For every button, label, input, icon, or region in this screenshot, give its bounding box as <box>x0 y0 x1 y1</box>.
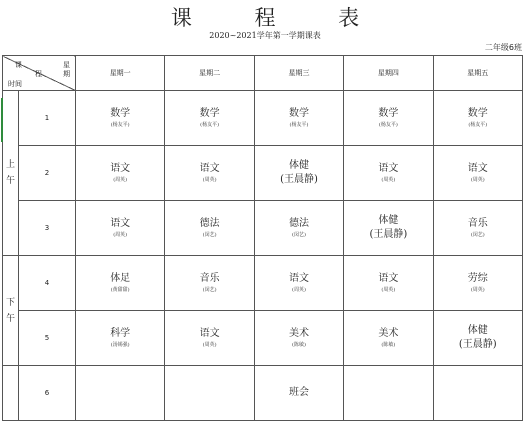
day-header: 星期四 <box>344 56 433 91</box>
teacher-name: (闵艺) <box>292 232 306 238</box>
schedule-cell <box>254 91 343 146</box>
period-number: 3 <box>19 201 76 256</box>
schedule-cell <box>254 146 343 201</box>
afternoon-label: 下 午 <box>3 256 19 366</box>
subject-name: 美术 <box>288 328 309 339</box>
period-number: 5 <box>19 311 76 366</box>
schedule-cell <box>76 256 165 311</box>
period-row <box>3 201 523 256</box>
subject-name: 数学 <box>467 108 488 119</box>
schedule-cell <box>344 91 433 146</box>
left-accent-bar <box>1 98 3 142</box>
teacher-name: (周英) <box>381 177 396 183</box>
teacher-name: (黄甜甜) <box>110 287 130 293</box>
schedule-cell <box>165 311 254 366</box>
teacher-name: (杨友平) <box>200 122 220 128</box>
corner-label-cheng: 程 <box>35 70 42 78</box>
teacher-name: (周英) <box>470 287 485 293</box>
schedule-cell <box>254 311 343 366</box>
subject-name: 音乐 <box>467 218 488 229</box>
subject-name: 劳综 <box>467 273 488 284</box>
schedule-cell <box>344 146 433 201</box>
header-row <box>3 56 523 91</box>
schedule-cell <box>344 311 433 366</box>
subject-name: 语文 <box>110 218 131 229</box>
schedule-cell <box>344 201 433 256</box>
corner-label-qi: 期 <box>63 70 70 78</box>
schedule-cell <box>76 91 165 146</box>
teacher-name: (周英) <box>113 232 128 238</box>
page-title: 课 程 表 <box>170 6 388 30</box>
schedule-cell <box>76 201 165 256</box>
teacher-name: (周英) <box>292 287 306 293</box>
teacher-name: (杨友平) <box>110 122 130 128</box>
corner-label-xing: 星 <box>63 61 70 69</box>
schedule-cell <box>165 201 254 256</box>
schedule-table <box>2 55 523 421</box>
subject-name: 科学 <box>110 328 131 339</box>
teacher-name: (闵艺) <box>470 232 485 238</box>
teacher-name: (杨友平) <box>378 122 398 128</box>
period-row <box>3 256 523 311</box>
corner-header-cell <box>3 56 76 91</box>
schedule-cell <box>344 256 433 311</box>
subject-name: 德法 <box>288 218 309 229</box>
teacher-name: (闵艺) <box>202 287 217 293</box>
period-row <box>3 311 523 366</box>
teacher-name: (周英) <box>381 287 396 293</box>
subject-name: 美术 <box>378 328 399 339</box>
schedule-cell <box>433 366 522 421</box>
period-number: 4 <box>19 256 76 311</box>
subject-name: 数学 <box>110 108 131 119</box>
schedule-cell <box>254 256 343 311</box>
schedule-cell <box>433 311 522 366</box>
subject-name: 语文 <box>378 273 399 284</box>
teacher-name: (周英) <box>470 177 485 183</box>
day-header: 星期二 <box>165 56 254 91</box>
blank-half-cell <box>3 366 19 421</box>
teacher-name: (陈敏) <box>381 342 396 348</box>
subject-name: 体健 <box>288 160 309 171</box>
schedule-cell <box>433 146 522 201</box>
period-row <box>3 146 523 201</box>
subject-name: 语文 <box>199 163 220 174</box>
subject-name: 音乐 <box>199 273 220 284</box>
teacher-name: (周英) <box>202 177 217 183</box>
corner-label-ke: 课 <box>15 61 22 69</box>
schedule-cell <box>165 256 254 311</box>
schedule-cell <box>433 256 522 311</box>
period-row <box>3 91 523 146</box>
teacher-name: (王晨静) <box>369 229 408 240</box>
period-number: 6 <box>19 366 76 421</box>
schedule-cell <box>76 311 165 366</box>
schedule-cell <box>344 366 433 421</box>
teacher-name: (周英) <box>202 342 217 348</box>
subject-name: 体健 <box>378 215 399 226</box>
subject-name: 班会 <box>288 387 309 398</box>
teacher-name: (汤锡强) <box>110 342 130 348</box>
day-header: 星期一 <box>76 56 165 91</box>
schedule-cell <box>165 146 254 201</box>
day-header: 星期三 <box>254 56 343 91</box>
subject-name: 语文 <box>378 163 399 174</box>
subject-name: 数学 <box>199 108 220 119</box>
period-number: 1 <box>19 91 76 146</box>
subject-name: 数学 <box>378 108 399 119</box>
corner-label-shijian: 时间 <box>8 80 22 88</box>
subject-name: 德法 <box>199 218 220 229</box>
period-number: 2 <box>19 146 76 201</box>
class-name: 二年级6班 <box>484 43 522 52</box>
schedule-cell <box>165 366 254 421</box>
subject-name: 数学 <box>288 108 309 119</box>
teacher-name: (杨友平) <box>468 122 488 128</box>
schedule-cell <box>76 366 165 421</box>
schedule-cell <box>254 201 343 256</box>
teacher-name: (周英) <box>113 177 128 183</box>
subject-name: 体健 <box>467 325 488 336</box>
teacher-name: (王晨静) <box>280 174 318 185</box>
subject-name: 语文 <box>288 273 309 284</box>
page-subtitle: 2020~2021学年第一学期课表 <box>209 31 321 40</box>
teacher-name: (陈敏) <box>292 342 306 348</box>
subject-name: 语文 <box>110 163 131 174</box>
subject-name: 语文 <box>467 163 488 174</box>
subject-name: 体足 <box>110 273 131 284</box>
schedule-cell <box>433 201 522 256</box>
schedule-cell <box>254 366 343 421</box>
schedule-cell <box>165 91 254 146</box>
day-header: 星期五 <box>433 56 522 91</box>
subject-name: 语文 <box>199 328 220 339</box>
schedule-cell <box>433 91 522 146</box>
teacher-name: (王晨静) <box>458 339 497 350</box>
morning-label: 上 午 <box>3 91 19 256</box>
period-row <box>3 366 523 421</box>
teacher-name: (杨友平) <box>289 122 309 128</box>
schedule-cell <box>76 146 165 201</box>
teacher-name: (闵艺) <box>202 232 217 238</box>
